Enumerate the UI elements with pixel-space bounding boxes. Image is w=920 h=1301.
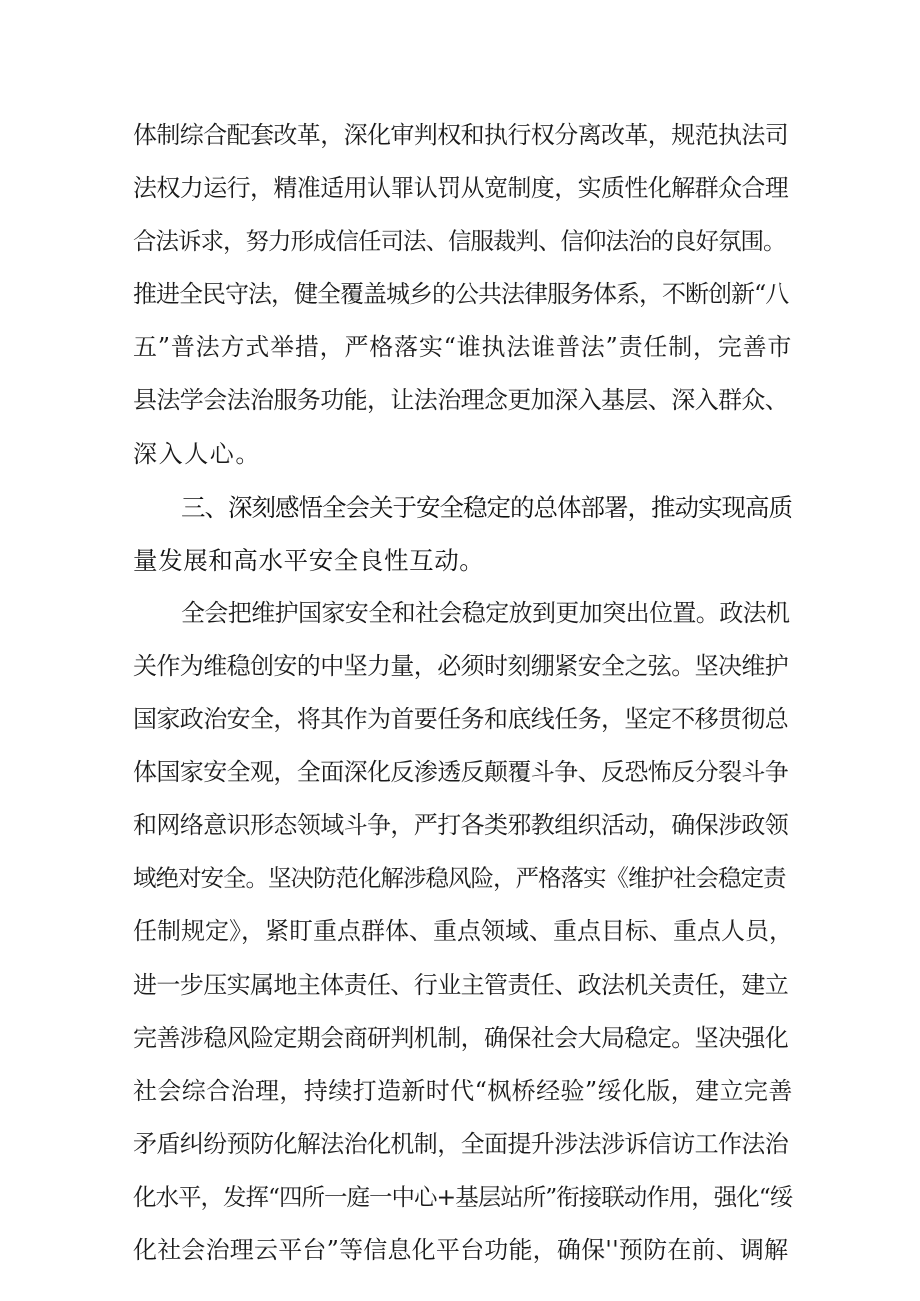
- text-line: 体制综合配套改革，深化审判权和执行权分离改革，规范执法司: [133, 121, 789, 149]
- text-line: 关作为维稳创安的中坚力量，必须时刻绷紧安全之弦。坚决维护: [133, 651, 789, 680]
- section-heading-line: 三、深刻感悟全会关于安全稳定的总体部署，推动实现高质: [181, 492, 792, 522]
- text-line: 矛盾纠纷预防化解法治化机制，全面提升涉法涉诉信访工作法治: [133, 1129, 789, 1158]
- text-line: 县法学会法治服务功能，让法治理念更加深入基层、深入群众、: [133, 386, 789, 415]
- text-line: 域绝对安全。坚决防范化解涉稳风险，严格落实《维护社会稳定责: [133, 864, 786, 893]
- text-line: 国家政治安全，将其作为首要任务和底线任务，坚定不移贯彻总: [133, 705, 789, 734]
- text-line: 化社会治理云平台”等信息化平台功能，确保''预防在前、调解: [133, 1235, 789, 1264]
- text-line: 进一步压实属地主体责任、行业主管责任、政法机关责任，建立: [133, 970, 789, 999]
- text-line: 任制规定》，紧盯重点群体、重点领域、重点目标、重点人员，: [133, 917, 793, 946]
- text-line: 和网络意识形态领域斗争，严打各类邪教组织活动，确保涉政领: [133, 811, 789, 840]
- text-line: 社会综合治理，持续打造新时代“枫桥经验”绥化版，建立完善: [133, 1076, 793, 1105]
- text-line: 深入人心。: [133, 439, 261, 468]
- text-line: 推进全民守法，健全覆盖城乡的公共法律服务体系，不断创新“八: [133, 280, 789, 309]
- section-heading-line: 量发展和高水平安全良性互动。: [133, 545, 485, 575]
- text-line: 法权力运行，精准适用认罪认罚从宽制度，实质性化解群众合理: [133, 174, 789, 203]
- text-line: 化水平，发挥“四所一庭一中心+基层站所”衔接联动作用，强化“绥: [133, 1182, 793, 1211]
- document-body: [133, 109, 793, 1277]
- text-line: 五”普法方式举措，严格落实“谁执法谁普法”责任制，完善市: [133, 333, 793, 362]
- text-line: 全会把维护国家安全和社会稳定放到更加突出位置。政法机: [181, 598, 790, 627]
- text-line: 体国家安全观，全面深化反渗透反颠覆斗争、反恐怖反分裂斗争: [133, 758, 789, 787]
- text-line: 完善涉稳风险定期会商研判机制，确保社会大局稳定。坚决强化: [133, 1023, 789, 1052]
- text-line: 合法诉求，努力形成信任司法、信服裁判、信仰法治的良好氛围。: [133, 227, 786, 256]
